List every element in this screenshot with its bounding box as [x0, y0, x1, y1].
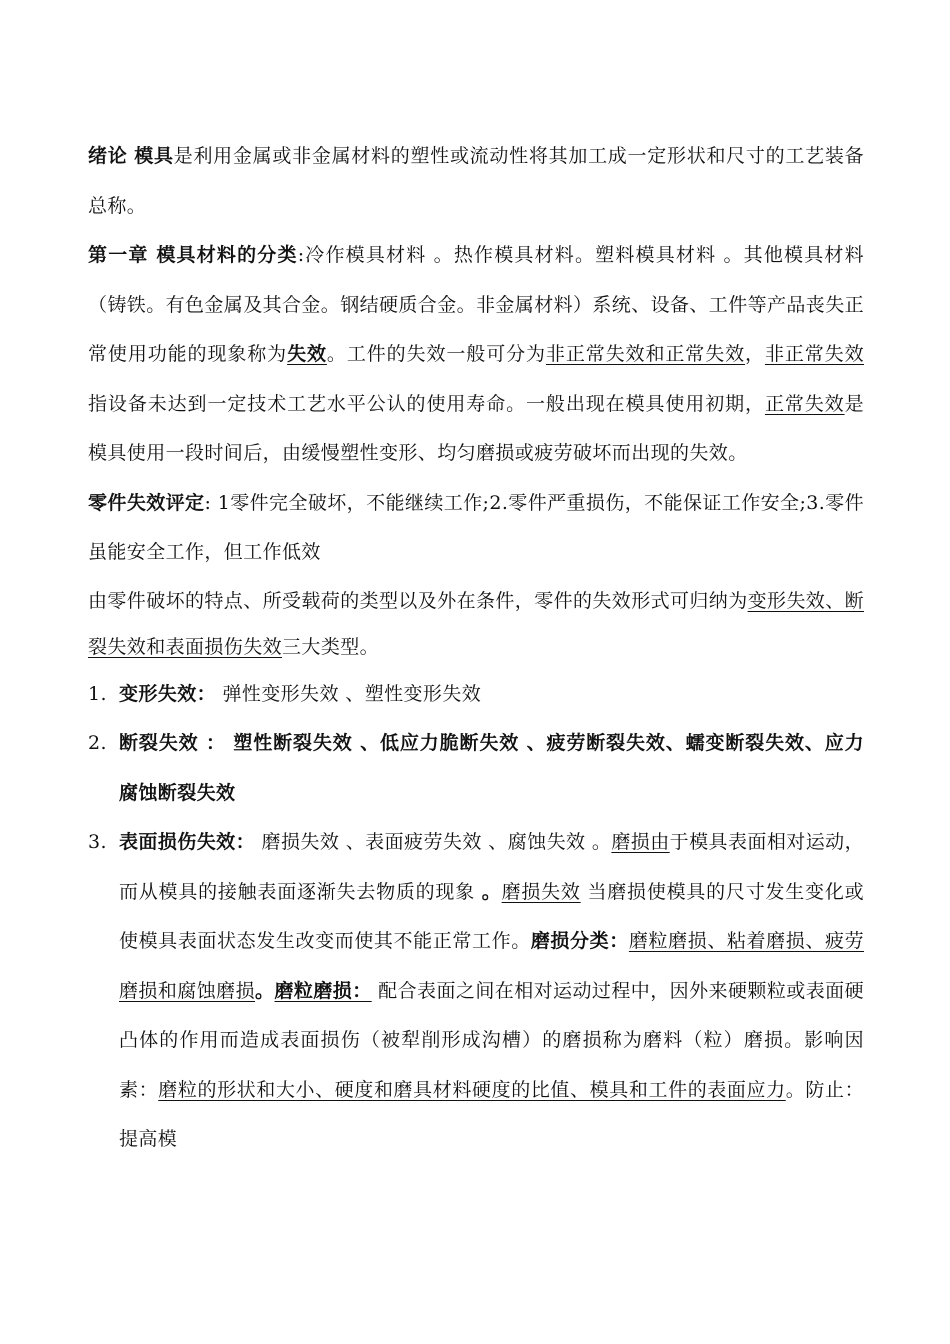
term-wear-failure: 磨损失效 [501, 880, 581, 903]
intro-text: 是利用金属或非金属材料的塑性或流动性将其加工成一定形状和尺寸的工艺装备总称。 [88, 145, 864, 217]
chapter1-text-1: :冷作模具材料 。热作模具材料。塑料模具材料 。其他模具材料（铸铁。有色金属及其合金。钢结硬质合金。非金属材料）系统、设备、工件等产品丧失正常使用功能的现象称为 [88, 244, 865, 365]
list-item-2-text: 塑性断裂失效 、低应力脆断失效 、疲劳断裂失效、蠕变断裂失效、应力腐蚀断裂失效 [119, 732, 865, 804]
intro-paragraph [88, 132, 864, 231]
list-item-deformation [88, 670, 864, 720]
intro-term: 模具 [134, 145, 174, 167]
period: 。 [481, 880, 502, 903]
list-item-fracture [88, 719, 864, 818]
list-item-3-text-2: 于模具表面相对运动，而从模具的接触表面逐渐失去物质的现象 [119, 831, 864, 903]
abrasive-wear-heading: 磨粒磨损： [274, 979, 372, 1002]
term-failure-types: 非正常失效和正常失效 [545, 343, 746, 365]
list-item-1-heading: 变形失效： [119, 682, 217, 705]
list-item-2-heading: 断裂失效 ： [119, 732, 226, 754]
chapter1-text-5: 是模具使用一段时间后，由缓慢塑性变形、均匀磨损或疲劳破坏而出现的失效。 [88, 392, 864, 464]
chapter1-text-4: 指设备未达到一定技术工艺水平公认的使用寿命。一般出现在模具使用初期， [88, 392, 765, 415]
evaluation-heading: 零件失效评定 [88, 491, 205, 514]
comma: ， [745, 343, 765, 365]
failure-forms-types: 变形失效、断裂失效和表面损伤失效 [88, 589, 865, 658]
chapter1-paragraph [88, 231, 864, 479]
failure-forms-text: 由零件破坏的特点、所受载荷的类型以及外在条件，零件的失效形式可归纳为 [88, 589, 748, 612]
term-failure: 失效 [287, 343, 327, 365]
evaluation-paragraph [88, 479, 864, 578]
term-abnormal-failure: 非正常失效 [764, 343, 864, 365]
list-item-surface-damage [88, 818, 864, 1165]
list-number-3: 3. [88, 831, 107, 853]
influencing-factors: 磨粒的形状和大小、硬度和磨具材料硬度的比值、模具和工件的表面应力 [158, 1078, 786, 1101]
term-wear: 磨损由 [611, 831, 670, 853]
document-page [88, 132, 864, 1165]
list-number-1: 1. [88, 682, 107, 705]
list-item-3-text-5: 。防止：提高模 [119, 1078, 864, 1150]
chapter1-heading: 第一章 模具材料的分类 [88, 244, 298, 266]
list-number-2: 2. [88, 732, 107, 754]
list-item-3-text-3: 当磨损使模具的尺寸发生变化或使模具表面状态发生改变而使其不能正常工作。 [119, 880, 864, 952]
wear-classification-list: 磨粒磨损、粘着磨损、疲劳磨损和腐蚀磨损 [119, 930, 864, 1002]
term-normal-failure: 正常失效 [764, 392, 845, 415]
list-item-3-text-1: 磨损失效 、表面疲劳失效 、腐蚀失效 。 [255, 831, 612, 853]
list-item-3-heading: 表面损伤失效： [119, 831, 256, 853]
intro-heading: 绪论 [88, 145, 128, 167]
chapter1-text-2: 。工件的失效一般可分为 [326, 343, 546, 365]
failure-forms-tail: 三大类型。 [282, 635, 380, 658]
list-item-3-text-4: 配合表面之间在相对运动过程中，因外来硬颗粒或表面硬凸体的作用而造成表面损伤（被犁削形成沟槽）的磨损称为磨料（粒）磨损。影响因素： [119, 979, 864, 1101]
wear-classification-heading: 磨损分类： [530, 930, 629, 952]
evaluation-text: : 1零件完全破坏，不能继续工作;2.零件严重损伤，不能保证工作安全;3.零件虽能安全工作，但工作低效 [88, 491, 864, 563]
period-2: 。 [255, 979, 275, 1002]
list-item-1-text: 弹性变形失效 、塑性变形失效 [216, 682, 482, 705]
failure-forms-paragraph [88, 578, 864, 670]
